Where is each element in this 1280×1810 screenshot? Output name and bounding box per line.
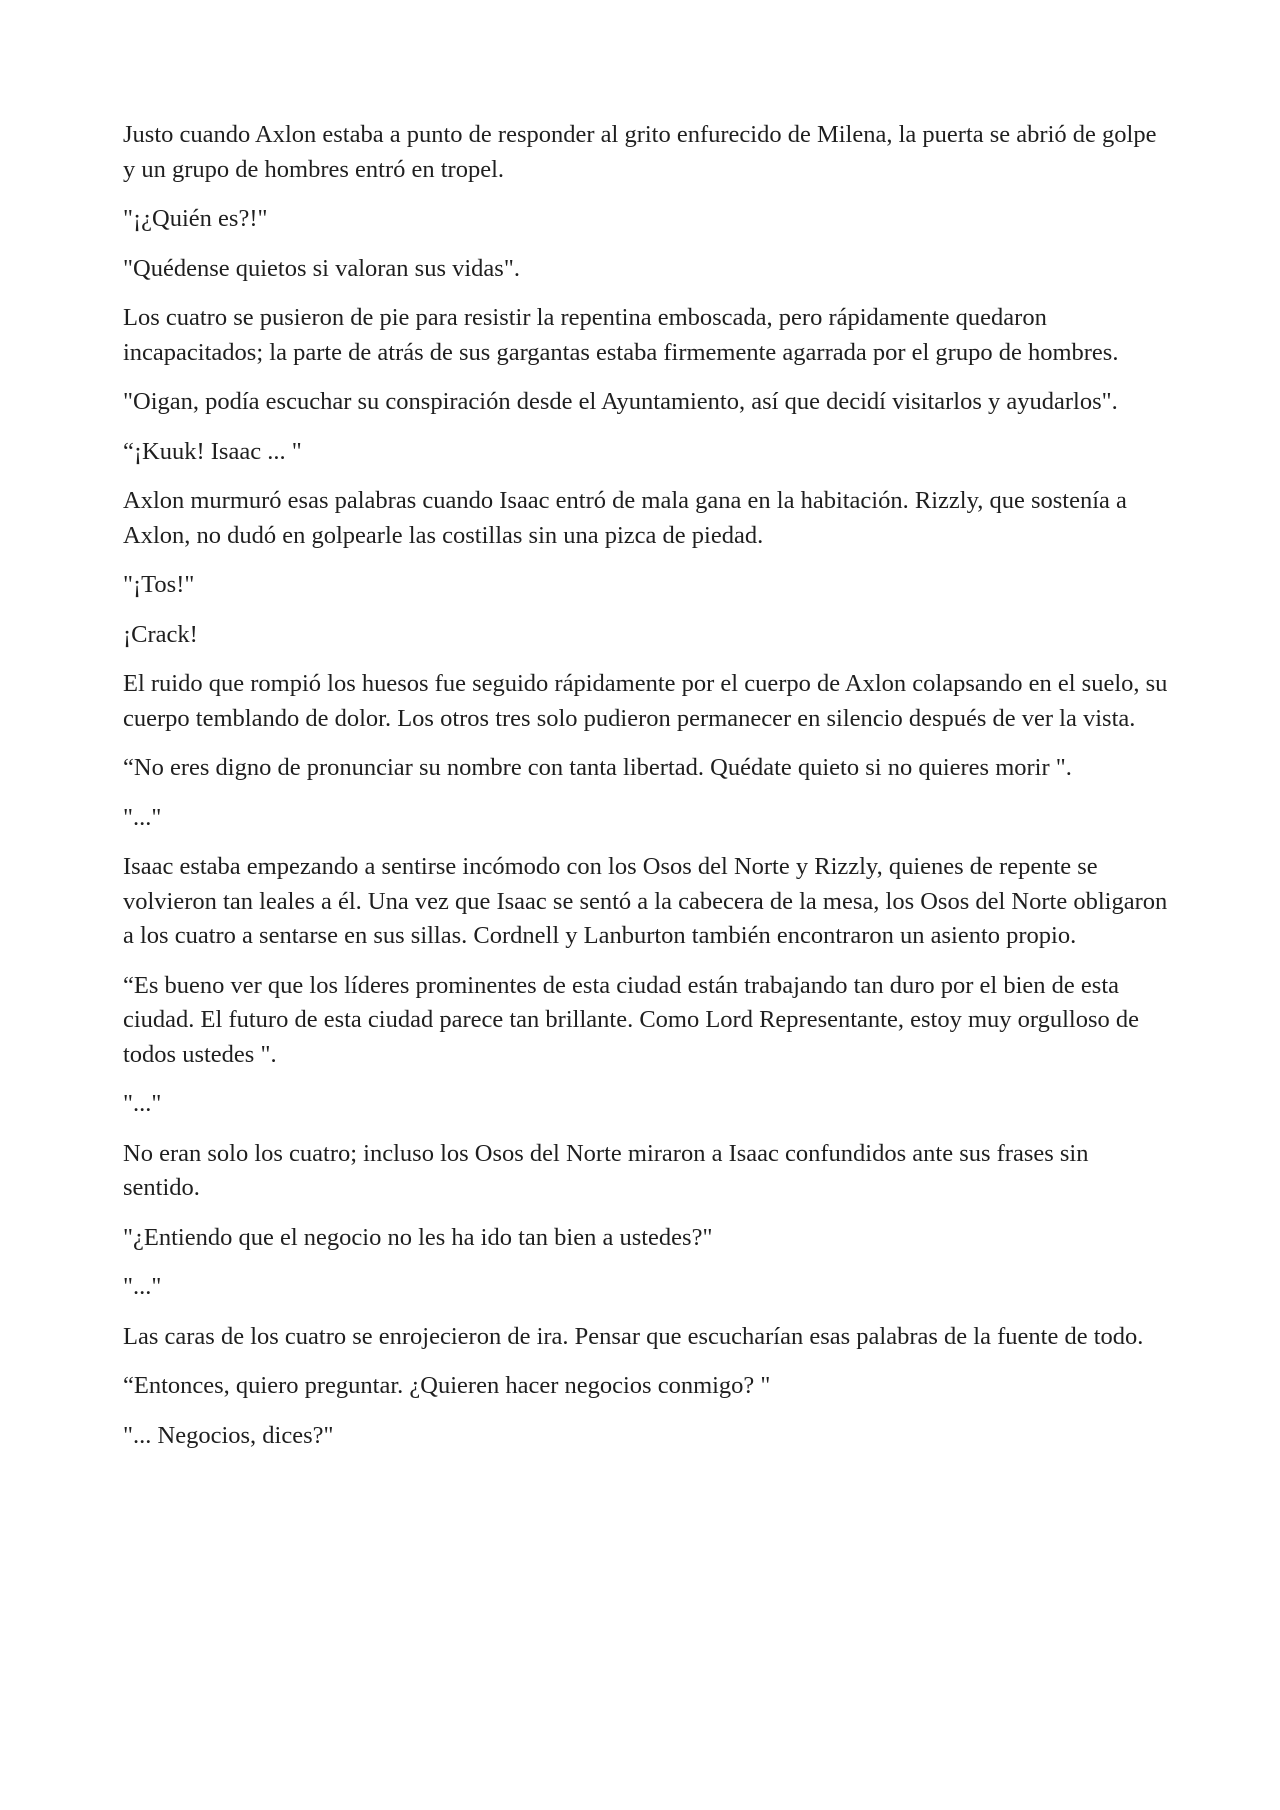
paragraph-21: "... Negocios, dices?" — [123, 1421, 334, 1449]
paragraph-5: "Oigan, podía escuchar su conspiración desde el Ayuntamiento, así que decidí visitarlos y ayudarlos". — [123, 388, 1118, 415]
paragraph-6: “¡Kuuk! Isaac ... " — [123, 437, 302, 465]
paragraph-7: Axlon murmuró esas palabras cuando Isaac entró de mala gana en la habitación. Rizzly, que sostenía a Axlon, no dudó en golpearle las costillas sin una pizca de piedad. — [123, 487, 1127, 549]
paragraph-12: "..." — [123, 803, 162, 831]
paragraph-9: ¡Crack! — [123, 620, 198, 648]
paragraph-17: "¿Entiendo que el negocio no les ha ido tan bien a ustedes?" — [123, 1223, 713, 1251]
document-page — [123, 118, 1168, 1468]
paragraph-16: No eran solo los cuatro; incluso los Osos del Norte miraron a Isaac confundidos ante sus frases sin sentido. — [123, 1139, 1089, 1201]
paragraph-3: "Quédense quietos si valoran sus vidas". — [123, 254, 520, 282]
paragraph-15: "..." — [123, 1090, 162, 1117]
paragraph-8: "¡Tos!" — [123, 571, 195, 598]
paragraph-1: Justo cuando Axlon estaba a punto de responder al grito enfurecido de Milena, la puerta se abrió de golpe y un grupo de hombres entró en tropel. — [123, 121, 1157, 183]
paragraph-13: Isaac estaba empezando a sentirse incómodo con los Osos del Norte y Rizzly, quienes de repente se volvieron tan leales a él. Una vez que Isaac se sentó a la cabecera de la mesa, los Osos del Norte obligaron a los cuatro a sentarse en sus sillas. Cordnell y Lanburton también encontraron un asiento propio. — [123, 853, 1168, 949]
paragraph-14: “Es bueno ver que los líderes prominentes de esta ciudad están trabajando tan duro por el bien de esta ciudad. El futuro de esta ciudad parece tan brillante. Como Lord Representante, estoy muy orgulloso de todos ustedes ". — [123, 971, 1139, 1068]
paragraph-11: “No eres digno de pronunciar su nombre con tanta libertad. Quédate quieto si no quieres morir ". — [123, 754, 1072, 781]
paragraph-10: El ruido que rompió los huesos fue seguido rápidamente por el cuerpo de Axlon colapsando en el suelo, su cuerpo temblando de dolor. Los otros tres solo pudieron permanecer en silencio después de ver la vista. — [123, 670, 1168, 732]
paragraph-19: Las caras de los cuatro se enrojecieron de ira. Pensar que escucharían esas palabras de la fuente de todo. — [123, 1322, 1144, 1350]
paragraph-20: “Entonces, quiero preguntar. ¿Quieren hacer negocios conmigo? " — [123, 1372, 771, 1399]
paragraph-4: Los cuatro se pusieron de pie para resistir la repentina emboscada, pero rápidamente quedaron incapacitados; la parte de atrás de sus gargantas estaba firmemente agarrada por el grupo de hombres. — [123, 304, 1119, 366]
paragraph-18: "..." — [123, 1273, 162, 1300]
paragraph-2: "¡¿Quién es?!" — [123, 205, 268, 232]
